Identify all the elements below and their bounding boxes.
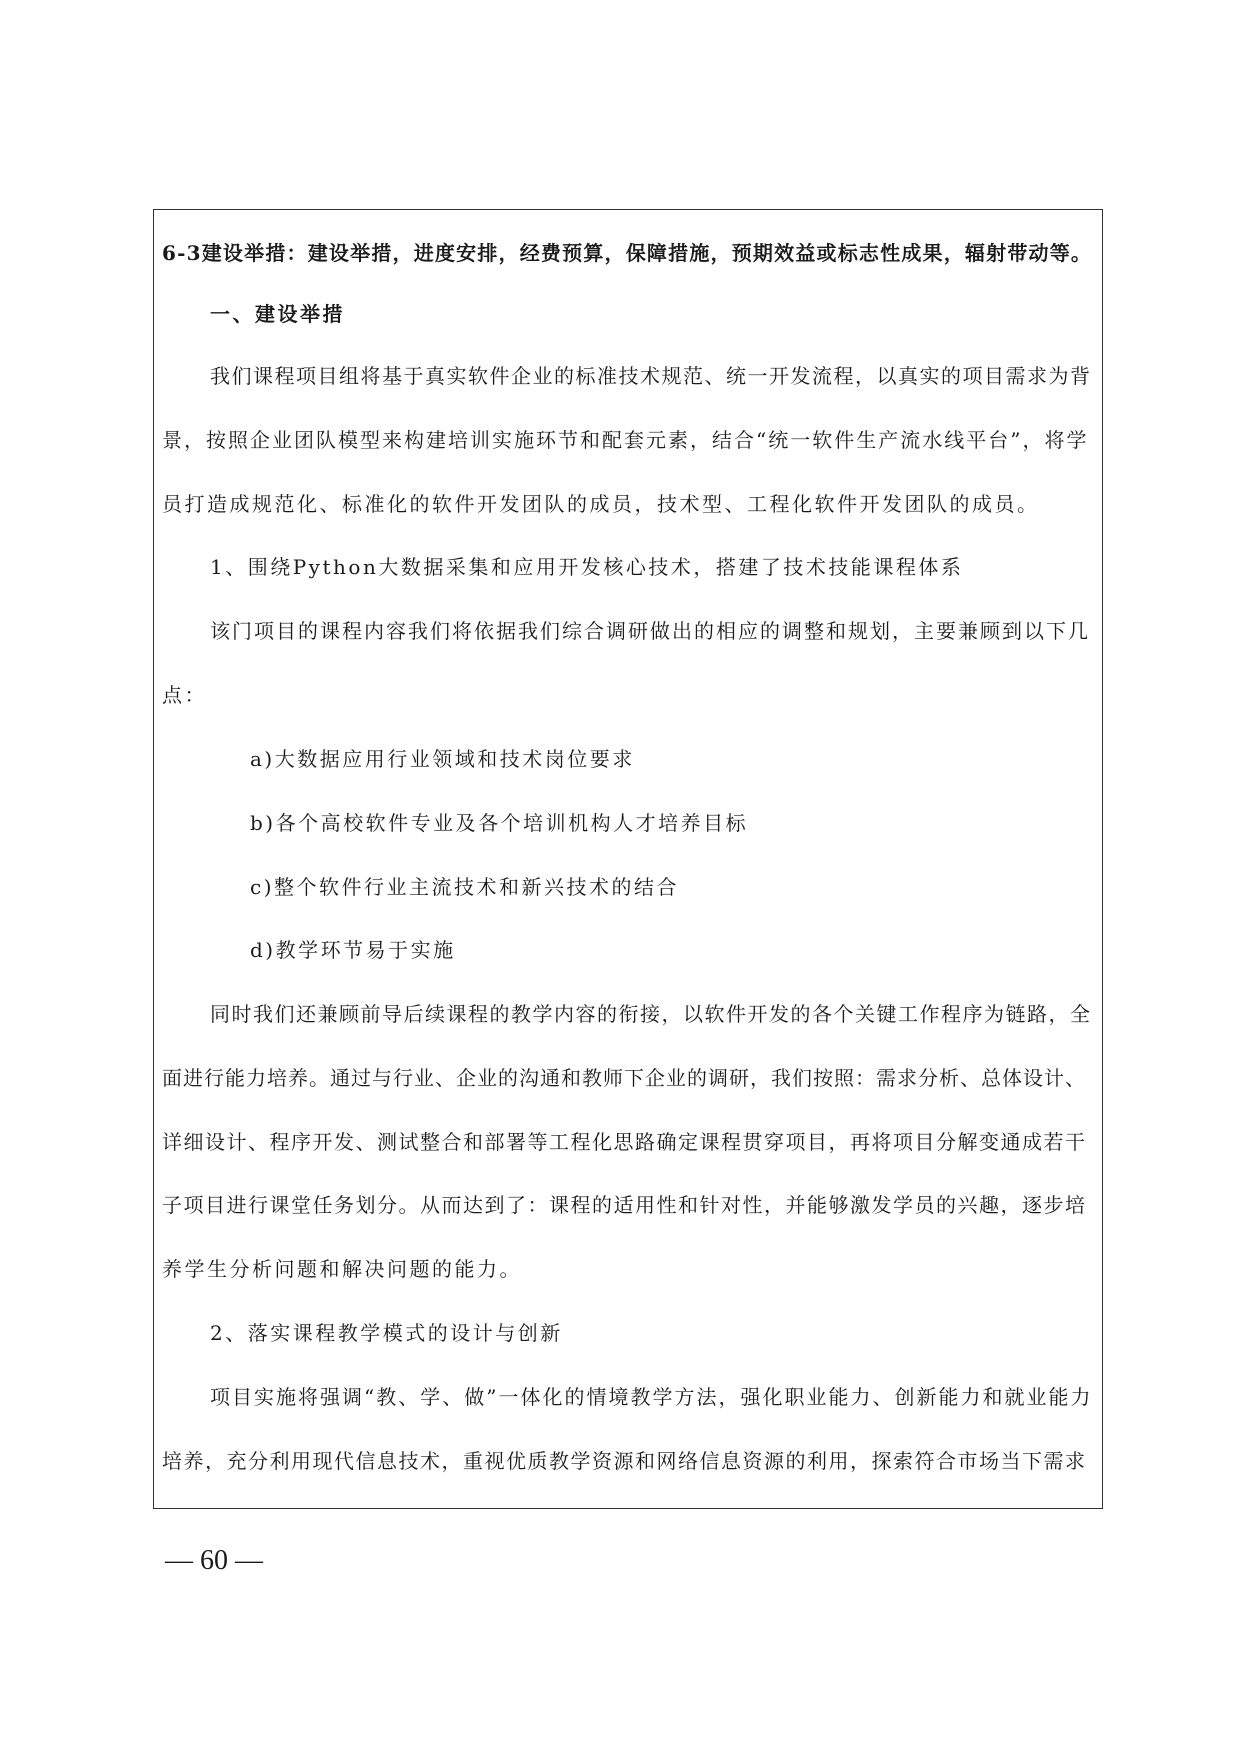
paragraph-line: 项目实施将强调“教、学、做”一体化的情境教学方法，强化职业能力、创新能力和就业能力 <box>210 1385 1093 1409</box>
paragraph-line: 该门项目的课程内容我们将依据我们综合调研做出的相应的调整和规划，主要兼顾到以下几 <box>210 619 1090 643</box>
paragraph-line: 详细设计、程序开发、测试整合和部署等工程化思路确定课程贯穿项目，再将项目分解变通成若干 <box>162 1130 1087 1154</box>
paragraph-line: 子项目进行课堂任务划分。从而达到了：课程的适用性和针对性，并能够激发学员的兴趣，逐步培 <box>162 1193 1087 1217</box>
subsection-title: 一、建设举措 <box>210 302 345 326</box>
list-item: c)整个软件行业主流技术和新兴技术的结合 <box>250 875 680 899</box>
paragraph-line: 同时我们还兼顾前导后续课程的教学内容的衔接，以软件开发的各个关键工作程序为链路，全 <box>210 1002 1092 1026</box>
list-item: b)各个高校软件专业及各个培训机构人才培养目标 <box>250 811 749 835</box>
page-number: — 60 — <box>165 1545 263 1576</box>
list-item: a)大数据应用行业领域和技术岗位要求 <box>250 747 635 771</box>
list-heading: 2、落实课程教学模式的设计与创新 <box>210 1321 563 1345</box>
paragraph-line: 养学生分析问题和解决问题的能力。 <box>162 1257 522 1281</box>
paragraph-line: 员打造成规范化、标准化的软件开发团队的成员，技术型、工程化软件开发团队的成员。 <box>162 492 1040 516</box>
paragraph-line: 景，按照企业团队模型来构建培训实施环节和配套元素，结合“统一软件生产流水线平台”，将学 <box>162 428 1089 452</box>
list-item: d)教学环节易于实施 <box>250 938 456 962</box>
list-heading: 1、围绕Python大数据采集和应用开发核心技术，搭建了技术技能课程体系 <box>210 555 964 579</box>
paragraph-line: 面进行能力培养。通过与行业、企业的沟通和教师下企业的调研，我们按照：需求分析、总体设计、 <box>162 1066 1086 1090</box>
paragraph-line: 我们课程项目组将基于真实软件企业的标准技术规范、统一开发流程，以真实的项目需求为背 <box>210 364 1092 388</box>
section-heading: 6-3建设举措：建设举措，进度安排，经费预算，保障措施，预期效益或标志性成果，辐射带动等。 <box>162 241 1093 265</box>
paragraph-line: 培养，充分利用现代信息技术，重视优质教学资源和网络信息资源的利用，探索符合市场当下需求 <box>162 1449 1087 1473</box>
content-frame <box>153 209 1103 1509</box>
paragraph-line: 点： <box>162 683 207 707</box>
